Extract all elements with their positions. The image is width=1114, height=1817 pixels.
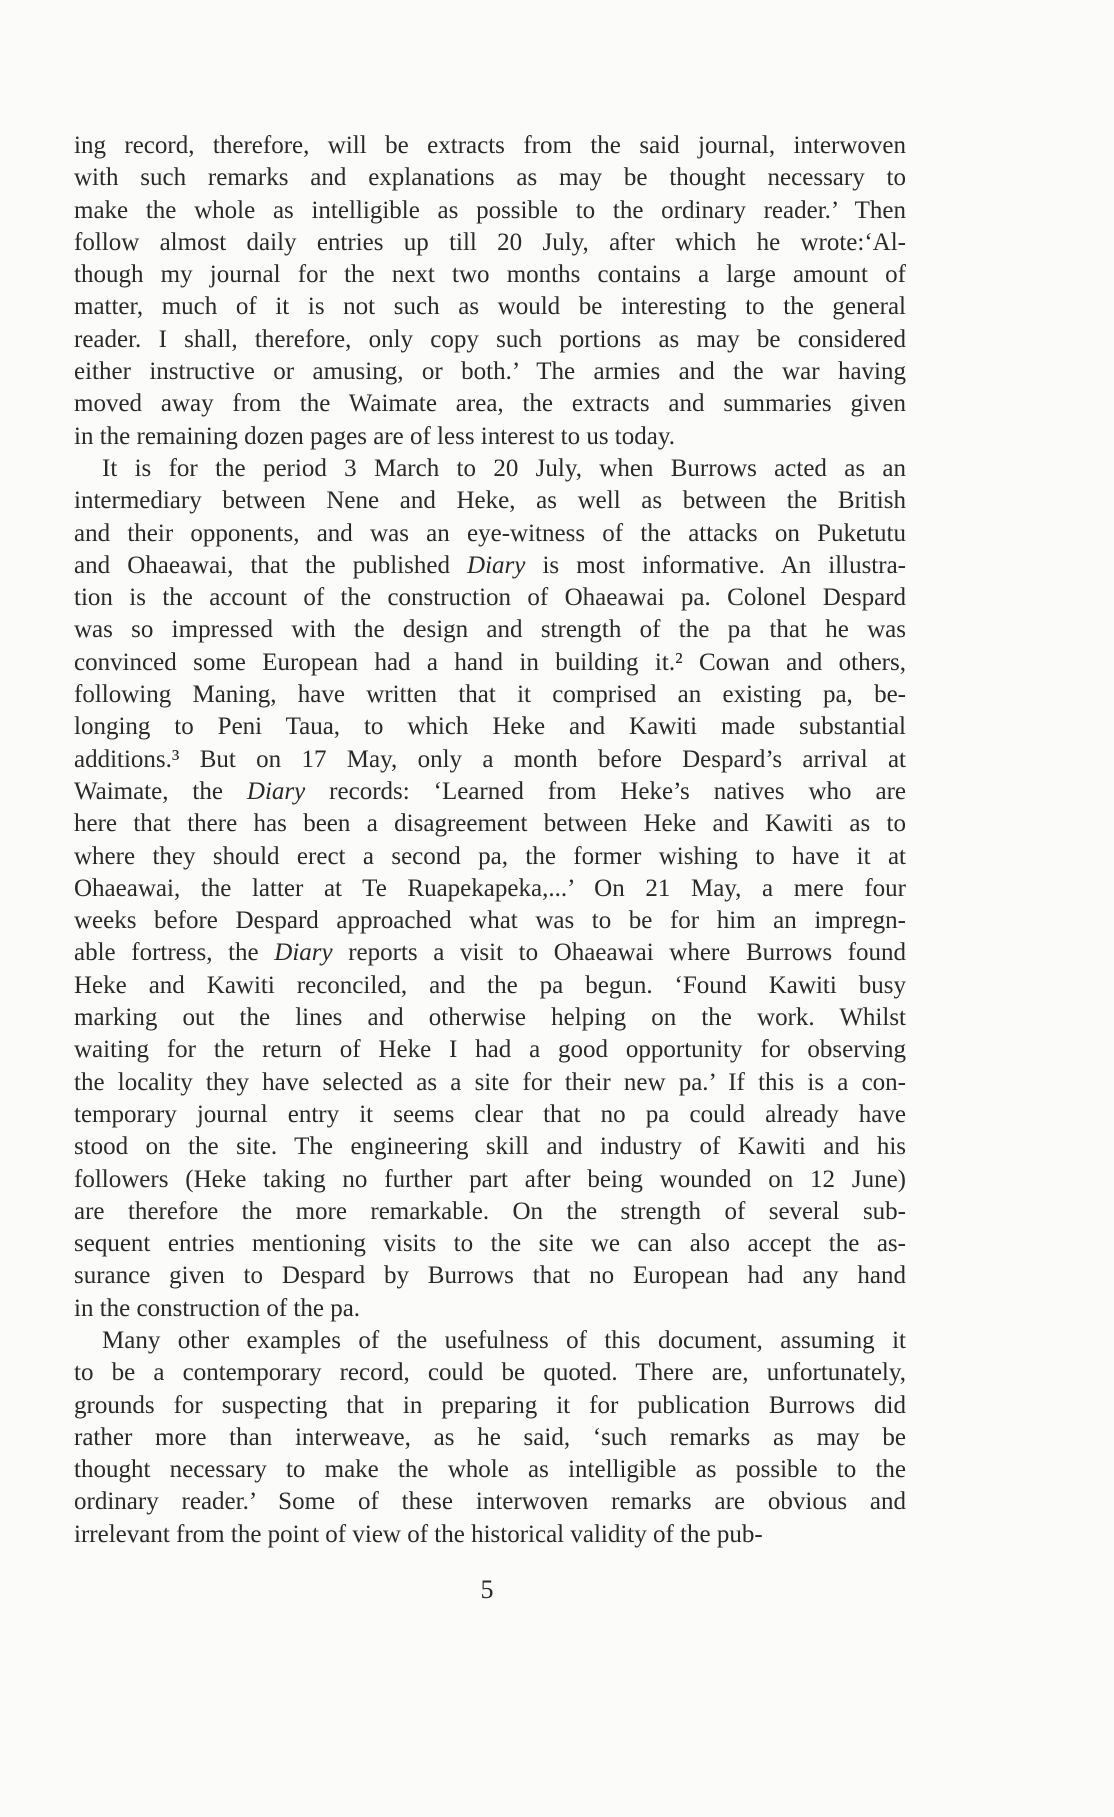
text-run: waiting for the return of Heke I had a good opportunity for observing: [74, 1036, 906, 1064]
text-run: marking out the lines and otherwise helping on the work. Whilst: [74, 1004, 906, 1032]
text-run: longing to Peni Taua, to which Heke and Kawiti made substantial: [74, 713, 906, 741]
text-run: followers (Heke taking no further part after being wounded on 12 June): [74, 1165, 906, 1193]
text-run: intermediary between Nene and Heke, as well as between the British: [74, 487, 906, 515]
text-run: rather more than interweave, as he said, ‘such remarks as may be: [74, 1423, 906, 1451]
text-line: [74, 873, 906, 905]
text-run: and their opponents, and was an eye-witness of the attacks on Puketutu: [74, 519, 906, 547]
text-line: [74, 970, 906, 1002]
text-run: reports a visit to Ohaeawai where Burrows found: [332, 939, 906, 967]
text-line: [74, 1260, 906, 1292]
text-run: ordinary reader.’ Some of these interwoven remarks are obvious and: [74, 1488, 906, 1516]
text-run: in the remaining dozen pages are of less interest to us today.: [74, 422, 675, 450]
text-run: ing record, therefore, will be extracts from the said journal, interwoven: [74, 132, 906, 159]
text-run: additions.³ But on 17 May, only a month before Despard’s arrival at: [74, 745, 906, 773]
text-line: [74, 1228, 906, 1260]
italic-title: Diary: [246, 777, 306, 805]
text-line: [74, 1357, 906, 1389]
text-run: where they should erect a second pa, the former wishing to have it at: [74, 842, 906, 870]
text-line: [74, 1196, 906, 1228]
text-run: sequent entries mentioning visits to the site we can also accept the as-: [74, 1230, 906, 1258]
page-number: 5: [480, 1575, 494, 1604]
text-run: the locality they have selected as a site for their new pa.’ If this is a con-: [74, 1068, 906, 1096]
text-line: [74, 937, 906, 969]
text-line: [74, 1325, 906, 1357]
text-run: with such remarks and explanations as may be thought necessary to: [74, 164, 906, 192]
text-run: records: ‘Learned from Heke’s natives who are: [305, 777, 906, 805]
text-run: either instructive or amusing, or both.’ The armies and the war having: [74, 358, 906, 386]
text-line: [74, 550, 906, 582]
text-line: [74, 1390, 906, 1422]
text-run: and Ohaeawai, that the published: [74, 551, 468, 579]
text-line: [74, 1099, 906, 1131]
text-run: irrelevant from the point of view of the historical validity of the pub-: [74, 1520, 763, 1548]
text-line: [74, 776, 906, 808]
text-line: [74, 1519, 906, 1551]
text-line: [74, 1131, 906, 1163]
text-line: [74, 421, 906, 453]
text-run: weeks before Despard approached what was to be for him an impregn-: [74, 907, 906, 935]
text-line: [74, 388, 906, 420]
text-run: moved away from the Waimate area, the extracts and summaries given: [74, 390, 906, 418]
italic-title: Diary: [274, 939, 333, 967]
text-run: Heke and Kawiti reconciled, and the pa begun. ‘Found Kawiti busy: [74, 971, 906, 999]
text-line: [74, 227, 906, 259]
text-run: grounds for suspecting that in preparing it for publication Burrows did: [74, 1391, 906, 1419]
text-line: [74, 1454, 906, 1486]
text-run: reader. I shall, therefore, only copy such portions as may be considered: [74, 325, 906, 353]
text-run: in the construction of the pa.: [74, 1294, 361, 1322]
text-line: [74, 162, 906, 194]
text-line: [74, 1002, 906, 1034]
text-line: [74, 1164, 906, 1196]
text-run: follow almost daily entries up till 20 July, after which he wrote:‘Al-: [74, 228, 906, 256]
text-line: [74, 1034, 906, 1066]
text-line: [74, 905, 906, 937]
text-run: stood on the site. The engineering skill and industry of Kawiti and his: [74, 1133, 906, 1161]
text-line: [74, 614, 906, 646]
text-run: was so impressed with the design and strength of the pa that he was: [74, 616, 906, 644]
text-run: here that there has been a disagreement between Heke and Kawiti as to: [74, 810, 906, 838]
text-run: though my journal for the next two months contains a large amount of: [74, 261, 906, 289]
text-run: able fortress, the: [74, 939, 275, 967]
text-run: Waimate, the: [74, 777, 247, 805]
text-line: [74, 518, 906, 550]
text-line: [74, 679, 906, 711]
text-line: [74, 195, 906, 227]
text-line: [74, 1293, 906, 1325]
text-run: make the whole as intelligible as possible to the ordinary reader.’ Then: [74, 196, 906, 224]
text-line: [74, 1067, 906, 1099]
text-run: matter, much of it is not such as would be interesting to the general: [74, 293, 906, 321]
text-run: convinced some European had a hand in building it.² Cowan and others,: [74, 648, 906, 676]
text-line: [74, 647, 906, 679]
text-run: Many other examples of the usefulness of this document, assuming it: [102, 1326, 906, 1354]
paragraph: [74, 1325, 906, 1551]
text-run: Ohaeawai, the latter at Te Ruapekapeka,...’ On 21 May, a mere four: [74, 874, 906, 902]
text-run: to be a contemporary record, could be quoted. There are, unfortunately,: [74, 1359, 906, 1387]
text-line: [74, 130, 906, 162]
text-line: [74, 711, 906, 743]
text-line: [74, 324, 906, 356]
text-line: [74, 291, 906, 323]
text-line: [74, 485, 906, 517]
text-line: [74, 744, 906, 776]
text-line: [74, 1422, 906, 1454]
text-run: tion is the account of the construction of Ohaeawai pa. Colonel Despard: [74, 584, 906, 612]
text-run: surance given to Despard by Burrows that no European had any hand: [74, 1262, 906, 1290]
text-run: It is for the period 3 March to 20 July, when Burrows acted as an: [102, 454, 906, 482]
text-line: [74, 841, 906, 873]
italic-title: Diary: [467, 551, 526, 579]
text-line: [74, 582, 906, 614]
text-run: thought necessary to make the whole as intelligible as possible to the: [74, 1456, 906, 1484]
text-line: [74, 356, 906, 388]
text-line: [74, 259, 906, 291]
paragraph: [74, 453, 906, 1325]
text-line: [74, 808, 906, 840]
text-line: [74, 1486, 906, 1518]
text-run: are therefore the more remarkable. On the strength of several sub-: [74, 1197, 906, 1225]
text-run: is most informative. An illustra-: [525, 551, 906, 579]
body-text: [74, 130, 906, 1551]
text-run: following Maning, have written that it comprised an existing pa, be-: [74, 681, 906, 709]
text-line: [74, 453, 906, 485]
text-run: temporary journal entry it seems clear that no pa could already have: [74, 1100, 906, 1128]
paragraph: [74, 130, 906, 453]
